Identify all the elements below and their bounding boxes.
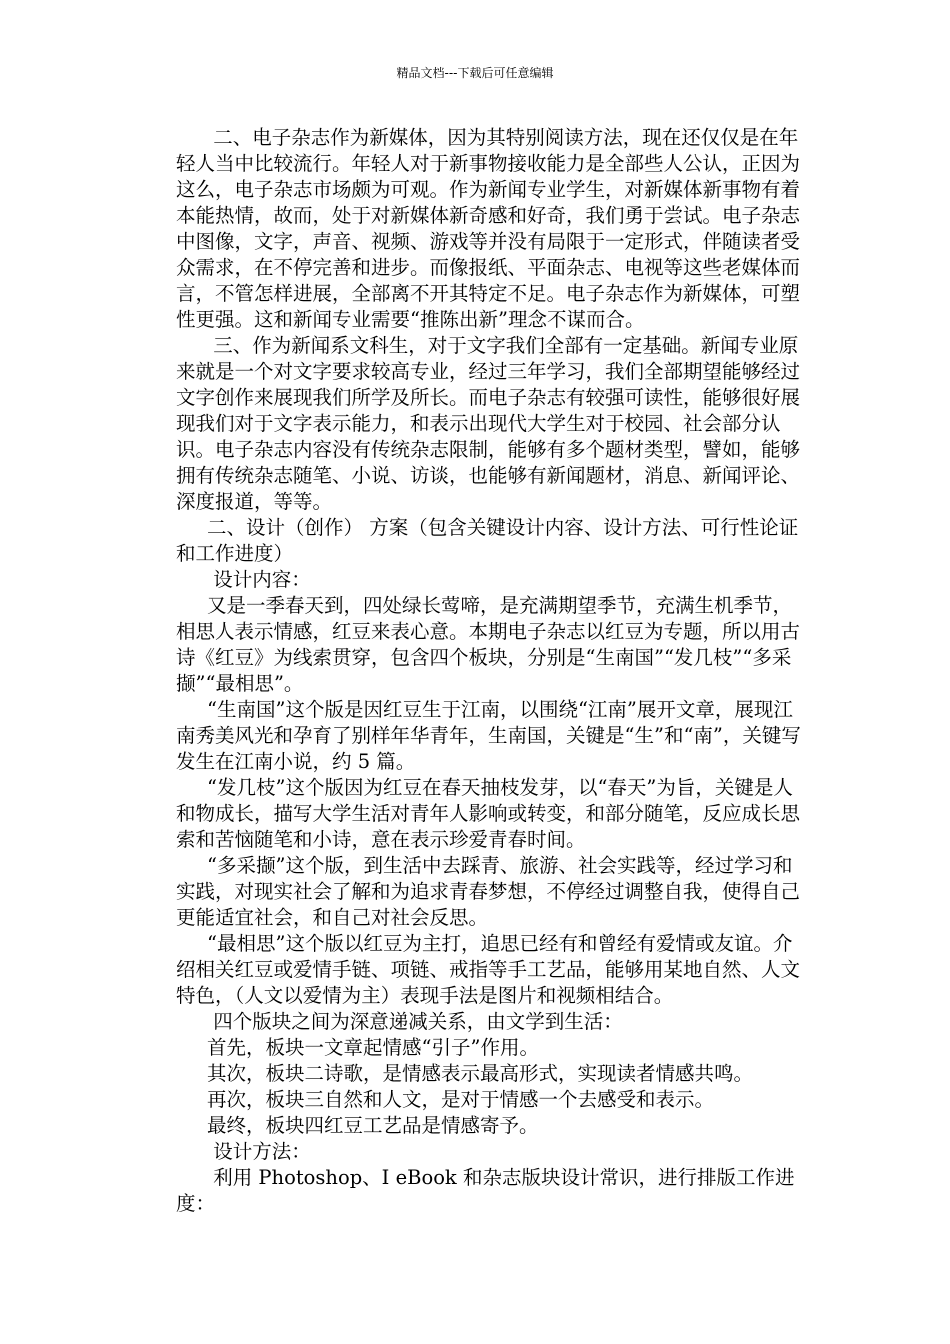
paragraph: “发几枝”这个版因为红豆在春天抽枝发芽，以“春天”为旨，关键是人和物成长，描写大学生活对青年人影响或转变，和部分随笔，反应成长思索和苦恼随笔和小诗，意在表示珍爱青春时间。 xyxy=(176,776,801,851)
subheading: 设计方法： xyxy=(176,1140,311,1163)
paragraph: 最终，板块四红豆工艺品是情感寄予。 xyxy=(176,1114,539,1137)
paragraph: “多采撷”这个版，到生活中去踩青、旅游、社会实践等，经过学习和实践，对现实社会了解和为追求青春梦想，不停经过调整自我，使得自己更能适宜社会，和自己对社会反思。 xyxy=(176,854,801,929)
paragraph: 再次，板块三自然和人文，是对于情感一个去感受和表示。 xyxy=(176,1088,715,1111)
paragraph: 又是一季春天到，四处绿长莺啼，是充满期望季节，充满生机季节，相思人表示情感，红豆来表心意。本期电子杂志以红豆为专题，所以用古诗《红豆》为线索贯穿，包含四个板块，分别是“生南国”“发几枝”“多采撷”“最相思”。 xyxy=(176,594,801,695)
page-header: 精品文档---下载后可任意编辑 xyxy=(396,66,554,80)
section-heading: 二、设计（创作） 方案（包含关键设计内容、设计方法、可行性论证和工作进度） xyxy=(176,516,799,565)
paragraph: 利用 Photoshop、I eBook 和杂志版块设计常识，进行排版工作进度： xyxy=(176,1166,795,1215)
paragraph: “生南国”这个版是因红豆生于江南，以围绕“江南”展开文章，展现江南秀美风光和孕育了别样年华青年，生南国，关键是“生”和“南”，关键写发生在江南小说，约 5 篇。 xyxy=(176,698,801,773)
paragraph: 三、作为新闻系文科生，对于文字我们全部有一定基础。新闻专业原来就是一个对文字要求较高专业，经过三年学习，我们全部期望能够经过文字创作来展现我们所学及所长。而电子杂志有较强可读性，能够很好展现我们对于文字表示能力，和表示出现代大学生对于校园、社会部分认识。电子杂志内容没有传统杂志限制，能够有多个题材类型，譬如，能够拥有传统杂志随笔、小说、访谈，也能够有新闻题材，消息、新闻评论、深度报道，等等。 xyxy=(176,334,801,513)
paragraph: 二、电子杂志作为新媒体，因为其特别阅读方法，现在还仅仅是在年轻人当中比较流行。年轻人对于新事物接收能力是全部些人公认，正因为这么，电子杂志市场颇为可观。作为新闻专业学生，对新媒体新事物有着本能热情，故而，处于对新媒体新奇感和好奇，我们勇于尝试。电子杂志中图像，文字，声音、视频、游戏等并没有局限于一定形式，伴随读者受众需求，在不停完善和进步。而像报纸、平面杂志、电视等这些老媒体而言，不管怎样进展，全部离不开其特定不足。电子杂志作为新媒体，可塑性更强。这和新闻专业需要“推陈出新”理念不谋而合。 xyxy=(176,126,801,331)
subheading: 设计内容： xyxy=(176,568,311,591)
paragraph: 四个版块之间为深意递减关系，由文学到生活： xyxy=(176,1010,623,1033)
paragraph: 首先，板块一文章起情感“引子”作用。 xyxy=(176,1036,539,1059)
document-body xyxy=(176,125,804,1217)
paragraph: “最相思”这个版以红豆为主打，追思已经有和曾经有爱情或友谊。介绍相关红豆或爱情手链、项链、戒指等手工艺品，能够用某地自然、人文特色，（人文以爱情为主）表现手法是图片和视频相结合。 xyxy=(176,932,801,1007)
paragraph: 其次，板块二诗歌，是情感表示最高形式，实现读者情感共鸣。 xyxy=(176,1062,754,1085)
